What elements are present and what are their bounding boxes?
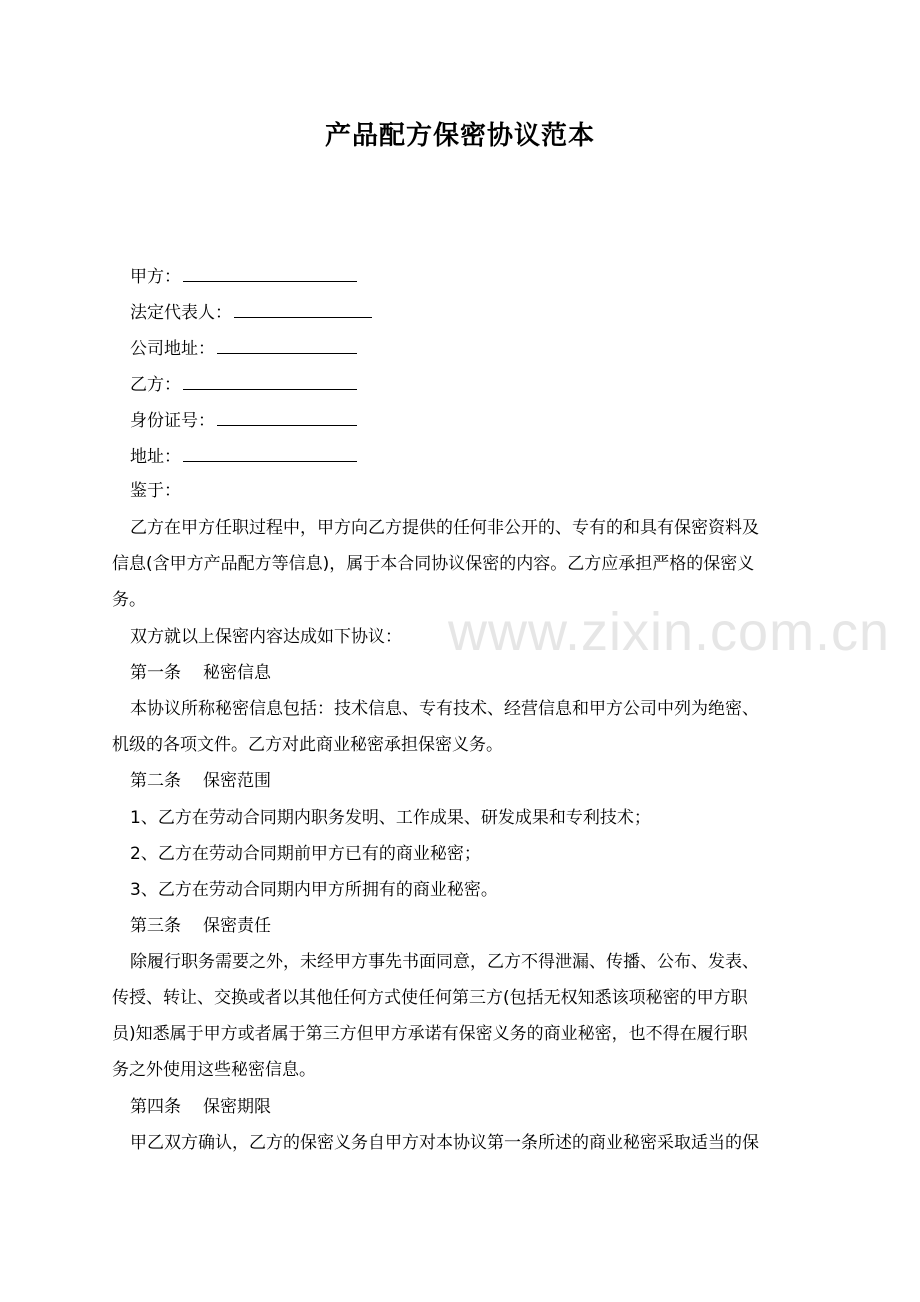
party-a-blank — [183, 257, 357, 282]
article-2-heading — [112, 763, 830, 799]
article-1-line-1: 本协议所称秘密信息包括：技术信息、专有技术、经营信息和甲方公司中列为绝密、 — [130, 699, 759, 719]
address-field — [112, 437, 830, 475]
party-b-field — [112, 365, 830, 403]
agreement-intro: 双方就以上保密内容达成如下协议： — [130, 627, 402, 647]
article-4-title: 保密期限 — [203, 1097, 271, 1117]
legal-rep-label: 法定代表人： — [130, 303, 232, 323]
company-addr-field — [112, 329, 830, 367]
article-3-heading — [112, 908, 830, 944]
company-addr-label: 公司地址： — [130, 339, 215, 359]
preamble-line-2: 信息(含甲方产品配方等信息)，属于本合同协议保密的内容。乙方应承担严格的保密义 — [112, 554, 755, 574]
legal-rep-blank — [234, 293, 372, 318]
article-3-title: 保密责任 — [203, 916, 271, 936]
article-3-line-2: 传授、转让、交换或者以其他任何方式使任何第三方(包括无权知悉该项秘密的甲方职 — [112, 988, 748, 1008]
watermark: www.zixin.com.cn — [448, 602, 891, 662]
address-blank — [183, 437, 357, 462]
party-b-label: 乙方： — [130, 375, 181, 395]
article-2-item-1: 1、乙方在劳动合同期内职务发明、工作成果、研发成果和专利技术； — [130, 808, 651, 828]
id-number-label: 身份证号： — [130, 411, 215, 431]
article-2-item-3: 3、乙方在劳动合同期内甲方所拥有的商业秘密。 — [130, 880, 498, 900]
article-3-line-1: 除履行职务需要之外，未经甲方事先书面同意，乙方不得泄漏、传播、公布、发表、 — [130, 952, 759, 972]
article-3-number: 第三条 — [130, 916, 181, 936]
party-b-blank — [183, 365, 357, 390]
article-4-number: 第四条 — [130, 1097, 181, 1117]
article-3-line-4: 务之外使用这些秘密信息。 — [112, 1060, 316, 1080]
legal-rep-field — [112, 293, 830, 331]
party-a-field — [112, 257, 830, 295]
article-1-heading — [112, 655, 830, 691]
document-title: 产品配方保密协议范本 — [324, 121, 595, 151]
id-number-field — [112, 401, 830, 439]
preamble-line-3: 务。 — [112, 590, 146, 610]
article-4-line-1: 甲乙双方确认，乙方的保密义务自甲方对本协议第一条所述的商业秘密采取适当的保 — [130, 1133, 759, 1153]
whereas-label: 鉴于： — [130, 481, 181, 501]
id-number-blank — [217, 401, 357, 426]
article-1-title: 秘密信息 — [203, 663, 271, 683]
party-a-label: 甲方： — [130, 267, 181, 287]
preamble-line-1: 乙方在甲方任职过程中，甲方向乙方提供的任何非公开的、专有的和具有保密资料及 — [130, 518, 759, 538]
address-label: 地址： — [130, 447, 181, 467]
article-1-number: 第一条 — [130, 663, 181, 683]
article-3-line-3: 员)知悉属于甲方或者属于第三方但甲方承诺有保密义务的商业秘密，也不得在履行职 — [112, 1024, 748, 1044]
article-2-item-2: 2、乙方在劳动合同期前甲方已有的商业秘密； — [130, 844, 481, 864]
article-2-number: 第二条 — [130, 771, 181, 791]
article-4-heading — [112, 1089, 830, 1125]
article-2-title: 保密范围 — [203, 771, 271, 791]
article-1-line-2: 机级的各项文件。乙方对此商业秘密承担保密义务。 — [112, 735, 503, 755]
company-addr-blank — [217, 329, 357, 354]
